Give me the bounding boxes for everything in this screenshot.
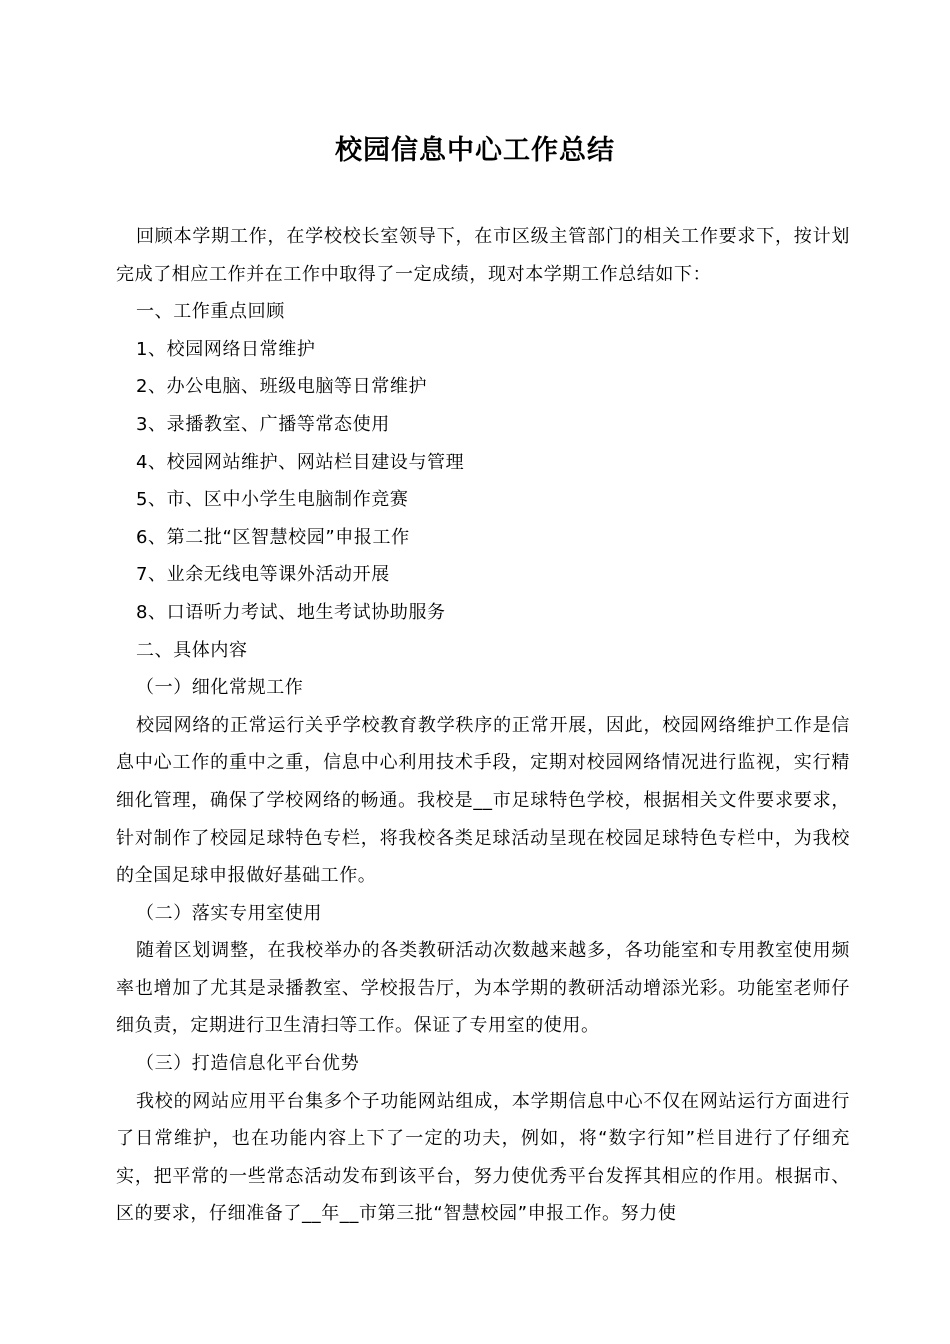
subsection1-heading: （一）细化常规工作 bbox=[136, 677, 304, 699]
list-item: 2、办公电脑、班级电脑等日常维护 bbox=[136, 376, 428, 398]
section1-heading: 一、工作重点回顾 bbox=[136, 301, 285, 323]
list-item: 5、市、区中小学生电脑制作竞赛 bbox=[136, 489, 409, 511]
section2-heading: 二、具体内容 bbox=[136, 639, 248, 661]
subsection3-paragraph: 我校的网站应用平台集多个子功能网站组成，本学期信息中心不仅在网站运行方面进行了日常维护，也在功能内容上下了一定的功夫，例如，将“数字行知”栏目进行了仔细充实，把平常的一些常态活动发布到该平台，努力使优秀平台发挥其相应的作用。根据市、区的要求，仔细准备了__年__市第三批“智慧校园”申报工作。努力使 bbox=[116, 1090, 850, 1225]
list-item: 6、第二批“区智慧校园”申报工作 bbox=[136, 526, 410, 548]
list-item: 1、校园网络日常维护 bbox=[136, 338, 316, 360]
list-item: 7、业余无线电等课外活动开展 bbox=[136, 564, 390, 586]
list-item: 8、口语听力考试、地生考试协助服务 bbox=[136, 601, 446, 623]
subsection2-heading: （二）落实专用室使用 bbox=[136, 902, 322, 924]
list-item: 3、录播教室、广播等常态使用 bbox=[136, 413, 390, 435]
subsection2-paragraph: 随着区划调整，在我校举办的各类教研活动次数越来越多，各功能室和专用教室使用频率也增加了尤其是录播教室、学校报告厅，为本学期的教研活动增添光彩。功能室老师仔细负责，定期进行卫生清扫等工作。保证了专用室的使用。 bbox=[116, 940, 850, 1037]
subsection1-paragraph: 校园网络的正常运行关乎学校教育教学秩序的正常开展，因此，校园网络维护工作是信息中心工作的重中之重，信息中心利用技术手段，定期对校园网络情况进行监视，实行精细化管理，确保了学校网络的畅通。我校是__市足球特色学校，根据相关文件要求要求，针对制作了校园足球特色专栏，将我校各类足球活动呈现在校园足球特色专栏中，为我校的全国足球申报做好基础工作。 bbox=[116, 714, 850, 887]
document-body bbox=[116, 218, 850, 1233]
intro-paragraph: 回顾本学期工作，在学校校长室领导下，在市区级主管部门的相关工作要求下，按计划完成了相应工作并在工作中取得了一定成绩，现对本学期工作总结如下： bbox=[116, 226, 850, 285]
list-item: 4、校园网站维护、网站栏目建设与管理 bbox=[136, 451, 465, 473]
document-title: 校园信息中心工作总结 bbox=[335, 135, 615, 166]
subsection3-heading: （三）打造信息化平台优势 bbox=[136, 1053, 360, 1075]
